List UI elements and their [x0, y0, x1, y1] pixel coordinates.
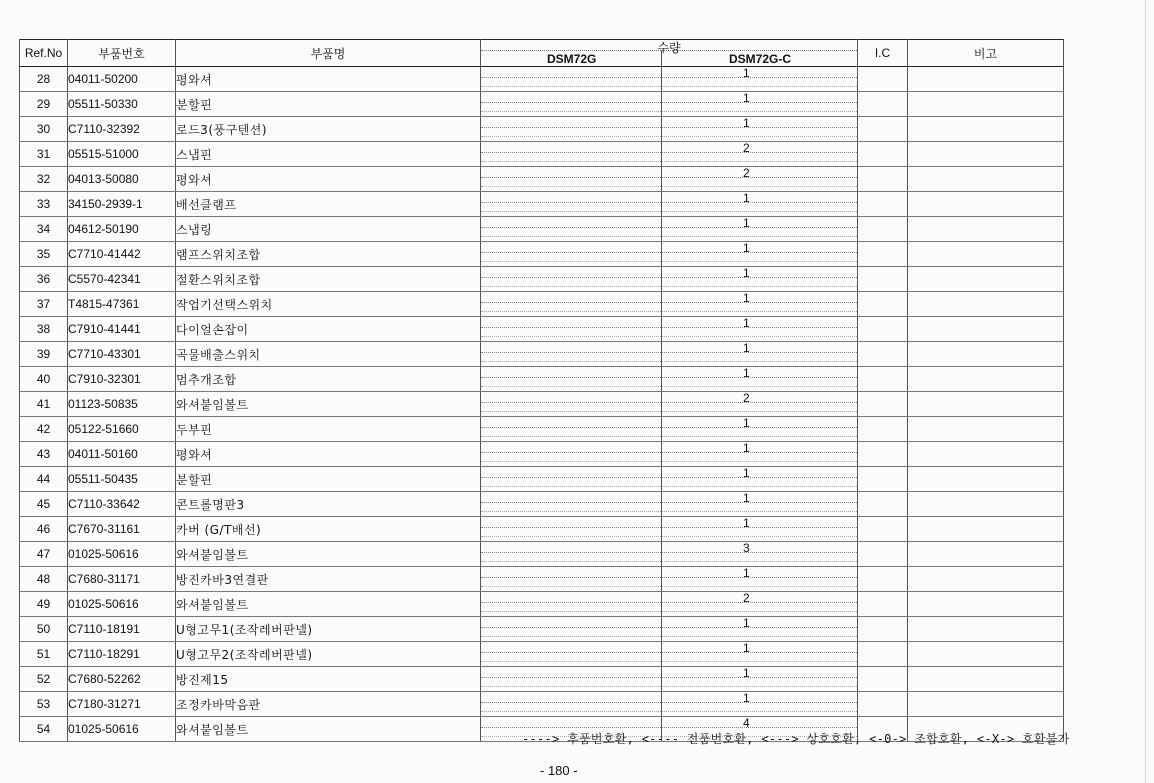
table-row — [20, 217, 1064, 242]
part-name: 로드3(풍구텐션) — [176, 117, 481, 142]
quantity-value: 1 — [743, 341, 750, 355]
remarks-cell — [908, 142, 1064, 167]
remarks-cell — [908, 567, 1064, 592]
part-name: 방진제15 — [176, 667, 481, 692]
ic-cell — [858, 67, 908, 92]
table-header-row — [20, 40, 1064, 67]
table-row — [20, 417, 1064, 442]
ref-no: 34 — [20, 217, 68, 242]
ref-no: 40 — [20, 367, 68, 392]
quantity-cell — [481, 242, 858, 267]
table-row — [20, 317, 1064, 342]
remarks-cell — [908, 267, 1064, 292]
part-number: 05515-51000 — [68, 142, 176, 167]
ref-no: 46 — [20, 517, 68, 542]
table-body — [20, 67, 1064, 742]
part-name: 곡물배출스위치 — [176, 342, 481, 367]
quantity-cell — [481, 492, 858, 517]
ic-cell — [858, 542, 908, 567]
ref-no: 29 — [20, 92, 68, 117]
part-number: C7180-31271 — [68, 692, 176, 717]
remarks-cell — [908, 667, 1064, 692]
table-row — [20, 667, 1064, 692]
part-name: U형고무1(조작레버판넬) — [176, 617, 481, 642]
part-number: C7710-43301 — [68, 342, 176, 367]
quantity-cell — [481, 392, 858, 417]
quantity-value: 1 — [743, 441, 750, 455]
part-number: 01025-50616 — [68, 542, 176, 567]
header-ic: I.C — [858, 40, 908, 67]
quantity-value: 1 — [743, 216, 750, 230]
part-number: 05122-51660 — [68, 417, 176, 442]
ic-cell — [858, 517, 908, 542]
part-number: C7110-32392 — [68, 117, 176, 142]
part-number: 04011-50200 — [68, 67, 176, 92]
remarks-cell — [908, 417, 1064, 442]
remarks-cell — [908, 617, 1064, 642]
part-number: 04013-50080 — [68, 167, 176, 192]
ref-no: 38 — [20, 317, 68, 342]
part-name: 와셔붙임볼트 — [176, 392, 481, 417]
ic-cell — [858, 242, 908, 267]
quantity-value: 1 — [743, 316, 750, 330]
table-row — [20, 692, 1064, 717]
part-number: 05511-50330 — [68, 92, 176, 117]
part-number: C7110-33642 — [68, 492, 176, 517]
table-row — [20, 642, 1064, 667]
table-row — [20, 117, 1064, 142]
part-name: 와셔붙임볼트 — [176, 592, 481, 617]
ic-cell — [858, 592, 908, 617]
ic-cell — [858, 92, 908, 117]
part-name: 스냅링 — [176, 217, 481, 242]
remarks-cell — [908, 492, 1064, 517]
part-number: C7710-41442 — [68, 242, 176, 267]
part-number: C7670-31161 — [68, 517, 176, 542]
remarks-cell — [908, 217, 1064, 242]
remarks-cell — [908, 392, 1064, 417]
header-quantity — [481, 40, 858, 67]
ic-cell — [858, 617, 908, 642]
table-row — [20, 467, 1064, 492]
remarks-cell — [908, 517, 1064, 542]
remarks-cell — [908, 117, 1064, 142]
quantity-cell — [481, 92, 858, 117]
ic-cell — [858, 292, 908, 317]
quantity-value: 1 — [743, 691, 750, 705]
ic-cell — [858, 142, 908, 167]
quantity-value: 1 — [743, 566, 750, 580]
ic-cell — [858, 217, 908, 242]
part-name: 램프스위치조합 — [176, 242, 481, 267]
remarks-cell — [908, 542, 1064, 567]
quantity-value: 1 — [743, 266, 750, 280]
quantity-value: 1 — [743, 191, 750, 205]
quantity-value: 1 — [743, 616, 750, 630]
ref-no: 41 — [20, 392, 68, 417]
ref-no: 47 — [20, 542, 68, 567]
quantity-cell — [481, 592, 858, 617]
model-dsm72g-label: DSM72G — [547, 52, 597, 66]
part-name: 절환스위치조합 — [176, 267, 481, 292]
parts-table — [19, 39, 1064, 742]
quantity-cell — [481, 517, 858, 542]
ref-no: 49 — [20, 592, 68, 617]
ref-no: 43 — [20, 442, 68, 467]
part-number: C7910-32301 — [68, 367, 176, 392]
table-row — [20, 617, 1064, 642]
table-row — [20, 542, 1064, 567]
part-number: 01025-50616 — [68, 717, 176, 742]
quantity-value: 4 — [743, 716, 750, 730]
ic-cell — [858, 692, 908, 717]
table-row — [20, 142, 1064, 167]
ref-no: 42 — [20, 417, 68, 442]
remarks-cell — [908, 192, 1064, 217]
quantity-value: 1 — [743, 366, 750, 380]
interchange-legend: ----> 후품번호환, <---- 전품번호환, <---> 상호호환, <-0-> 조합호환, <-X-> 호환불가 — [522, 732, 1070, 746]
remarks-cell — [908, 67, 1064, 92]
table-row — [20, 567, 1064, 592]
part-name: U형고무2(조작레버판넬) — [176, 642, 481, 667]
remarks-cell — [908, 242, 1064, 267]
quantity-cell — [481, 192, 858, 217]
quantity-value: 1 — [743, 491, 750, 505]
part-number: 01025-50616 — [68, 592, 176, 617]
quantity-value: 1 — [743, 291, 750, 305]
ref-no: 33 — [20, 192, 68, 217]
quantity-cell — [481, 617, 858, 642]
quantity-cell — [481, 167, 858, 192]
quantity-cell — [481, 692, 858, 717]
part-name: 다이얼손잡이 — [176, 317, 481, 342]
part-number: 01123-50835 — [68, 392, 176, 417]
ref-no: 28 — [20, 67, 68, 92]
quantity-value: 1 — [743, 241, 750, 255]
remarks-cell — [908, 467, 1064, 492]
table-row — [20, 492, 1064, 517]
ref-no: 39 — [20, 342, 68, 367]
ic-cell — [858, 267, 908, 292]
ref-no: 35 — [20, 242, 68, 267]
ic-cell — [858, 492, 908, 517]
table-row — [20, 517, 1064, 542]
table-row — [20, 242, 1064, 267]
remarks-cell — [908, 442, 1064, 467]
part-name: 조정카바막음판 — [176, 692, 481, 717]
remarks-cell — [908, 642, 1064, 667]
quantity-value: 1 — [743, 466, 750, 480]
remarks-cell — [908, 317, 1064, 342]
quantity-value: 3 — [743, 541, 750, 555]
part-number: C7680-31171 — [68, 567, 176, 592]
part-name: 평와셔 — [176, 442, 481, 467]
part-name: 와셔붙임볼트 — [176, 717, 481, 742]
ref-no: 54 — [20, 717, 68, 742]
quantity-value: 2 — [743, 166, 750, 180]
quantity-cell — [481, 317, 858, 342]
ic-cell — [858, 467, 908, 492]
table-row — [20, 392, 1064, 417]
quantity-cell — [481, 467, 858, 492]
ic-cell — [858, 317, 908, 342]
part-number: 04612-50190 — [68, 217, 176, 242]
quantity-value: 2 — [743, 591, 750, 605]
ic-cell — [858, 367, 908, 392]
ref-no: 45 — [20, 492, 68, 517]
ic-cell — [858, 392, 908, 417]
model-dsm72g-c-label: DSM72G-C — [729, 52, 792, 66]
quantity-cell — [481, 642, 858, 667]
ref-no: 52 — [20, 667, 68, 692]
table-row — [20, 442, 1064, 467]
remarks-cell — [908, 92, 1064, 117]
quantity-cell — [481, 217, 858, 242]
table-row — [20, 367, 1064, 392]
ref-no: 50 — [20, 617, 68, 642]
quantity-cell — [481, 117, 858, 142]
part-number: 34150-2939-1 — [68, 192, 176, 217]
ref-no: 44 — [20, 467, 68, 492]
quantity-value: 2 — [743, 141, 750, 155]
table-row — [20, 92, 1064, 117]
quantity-value: 2 — [743, 391, 750, 405]
part-name: 작업기선택스위치 — [176, 292, 481, 317]
header-remarks: 비고 — [908, 40, 1064, 67]
remarks-cell — [908, 592, 1064, 617]
ic-cell — [858, 417, 908, 442]
ic-cell — [858, 642, 908, 667]
ref-no: 53 — [20, 692, 68, 717]
part-name: 배선클램프 — [176, 192, 481, 217]
quantity-cell — [481, 367, 858, 392]
ref-no: 30 — [20, 117, 68, 142]
table-row — [20, 267, 1064, 292]
part-number: 04011-50160 — [68, 442, 176, 467]
ic-cell — [858, 442, 908, 467]
remarks-cell — [908, 292, 1064, 317]
part-name: 분할핀 — [176, 92, 481, 117]
table-row — [20, 67, 1064, 92]
part-name: 콘트롤명판3 — [176, 492, 481, 517]
quantity-cell — [481, 142, 858, 167]
part-name: 방진카바3연결판 — [176, 567, 481, 592]
part-number: C7910-41441 — [68, 317, 176, 342]
quantity-cell — [481, 342, 858, 367]
remarks-cell — [908, 342, 1064, 367]
ic-cell — [858, 167, 908, 192]
ref-no: 37 — [20, 292, 68, 317]
part-name: 평와셔 — [176, 67, 481, 92]
part-name: 카버 (G/T배선) — [176, 517, 481, 542]
quantity-value: 1 — [743, 666, 750, 680]
part-name: 두부핀 — [176, 417, 481, 442]
quantity-cell — [481, 442, 858, 467]
ref-no: 48 — [20, 567, 68, 592]
quantity-value: 1 — [743, 416, 750, 430]
quantity-cell — [481, 267, 858, 292]
part-name: 분할핀 — [176, 467, 481, 492]
quantity-value: 1 — [743, 116, 750, 130]
part-name: 평와셔 — [176, 167, 481, 192]
quantity-label: 수량 — [657, 41, 681, 55]
quantity-value: 1 — [743, 641, 750, 655]
remarks-cell — [908, 167, 1064, 192]
ic-cell — [858, 192, 908, 217]
remarks-cell — [908, 692, 1064, 717]
table-row — [20, 592, 1064, 617]
part-number: T4815-47361 — [68, 292, 176, 317]
part-number: 05511-50435 — [68, 467, 176, 492]
quantity-cell — [481, 542, 858, 567]
quantity-cell — [481, 667, 858, 692]
ic-cell — [858, 567, 908, 592]
ic-cell — [858, 117, 908, 142]
ic-cell — [858, 342, 908, 367]
ref-no: 32 — [20, 167, 68, 192]
header-ref-no: Ref.No — [20, 40, 68, 67]
part-number: C7110-18291 — [68, 642, 176, 667]
remarks-cell — [908, 367, 1064, 392]
quantity-cell — [481, 67, 858, 92]
table-row — [20, 292, 1064, 317]
table-row — [20, 342, 1064, 367]
ref-no: 31 — [20, 142, 68, 167]
part-number: C7680-52262 — [68, 667, 176, 692]
part-name: 와셔붙임볼트 — [176, 542, 481, 567]
quantity-value: 1 — [743, 91, 750, 105]
part-number: C7110-18191 — [68, 617, 176, 642]
part-number: C5570-42341 — [68, 267, 176, 292]
part-name: 스냅핀 — [176, 142, 481, 167]
page-edge — [1145, 0, 1146, 783]
ic-cell — [858, 667, 908, 692]
table-row — [20, 167, 1064, 192]
quantity-value: 1 — [743, 66, 750, 80]
header-part-number: 부품번호 — [68, 40, 176, 67]
quantity-cell — [481, 567, 858, 592]
table-row — [20, 192, 1064, 217]
quantity-cell — [481, 292, 858, 317]
quantity-value: 1 — [743, 516, 750, 530]
ref-no: 51 — [20, 642, 68, 667]
part-name: 멈추개조합 — [176, 367, 481, 392]
header-part-name: 부품명 — [176, 40, 481, 67]
quantity-cell — [481, 417, 858, 442]
page-number: - 180 - — [540, 763, 578, 778]
ref-no: 36 — [20, 267, 68, 292]
